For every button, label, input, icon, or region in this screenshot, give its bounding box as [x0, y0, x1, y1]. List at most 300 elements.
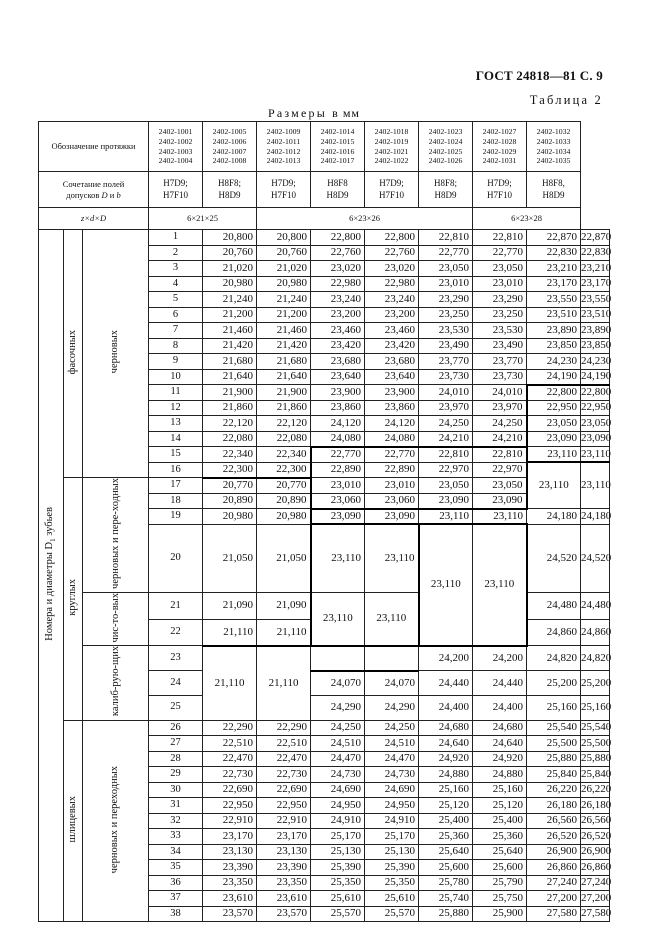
- diameter-value: 23,050: [473, 478, 527, 494]
- diameter-value: 25,200: [581, 671, 610, 696]
- tooth-number: 15: [149, 447, 203, 463]
- diameter-value: 25,360: [473, 829, 527, 845]
- diameter-value: 23,680: [365, 354, 419, 370]
- diameter-value: 25,840: [527, 767, 581, 783]
- tooth-number: 6: [149, 307, 203, 323]
- diameter-value: 25,170: [311, 829, 365, 845]
- diameter-value: 22,690: [203, 782, 257, 798]
- diameter-value: 23,890: [581, 323, 610, 339]
- diameter-value: 23,730: [419, 369, 473, 385]
- tolerance-combo: H7D9; H7F10: [257, 172, 311, 208]
- diameter-value: 22,910: [257, 813, 311, 829]
- diameter-value: 22,980: [311, 276, 365, 292]
- tooth-number: 29: [149, 767, 203, 783]
- tooth-number: 8: [149, 338, 203, 354]
- diameter-value: 23,640: [365, 369, 419, 385]
- diameter-value: 24,440: [419, 671, 473, 696]
- diameter-value: 24,080: [365, 431, 419, 447]
- diameter-value: [311, 646, 365, 671]
- diameter-value: 23,970: [419, 400, 473, 416]
- diameter-value: 23,550: [527, 292, 581, 308]
- designation-codes: 2402-1032 2402-1033 2402-1034 2402-1035: [527, 122, 581, 172]
- diameter-value: 23,090: [419, 493, 473, 509]
- group-shaped-cell: [64, 230, 83, 478]
- units-unit: в мм: [332, 106, 361, 120]
- diameter-value: 22,980: [365, 276, 419, 292]
- diameter-value: 26,560: [581, 813, 610, 829]
- designation-codes: 2402-1027 2402-1028 2402-1029 2402-1031: [473, 122, 527, 172]
- diameter-value: 21,420: [203, 338, 257, 354]
- tooth-number: 34: [149, 844, 203, 860]
- table-label: Таблица 2: [529, 93, 603, 107]
- diameter-value: 22,810: [473, 230, 527, 246]
- diameter-value: 23,860: [365, 400, 419, 416]
- diameter-value: 21,640: [257, 369, 311, 385]
- diameter-value: 21,110: [203, 619, 257, 646]
- diameter-value: 22,470: [203, 751, 257, 767]
- diameter-value: 24,640: [473, 736, 527, 752]
- diameter-value: 22,760: [365, 245, 419, 261]
- diameter-value: 23,130: [203, 844, 257, 860]
- diameter-value: 24,950: [311, 798, 365, 814]
- diameter-value: 22,770: [365, 447, 419, 463]
- diameter-value: 24,180: [527, 509, 581, 525]
- tooth-number: 2: [149, 245, 203, 261]
- subgroup-round-calib-cell: [83, 646, 149, 720]
- diameter-value: 24,180: [581, 509, 610, 525]
- diameter-value: 24,690: [365, 782, 419, 798]
- diameter-value: 24,520: [527, 524, 581, 592]
- diameter-value: 22,770: [311, 447, 365, 463]
- diameter-value: 22,800: [311, 230, 365, 246]
- tooth-number: 5: [149, 292, 203, 308]
- diameter-value: 23,860: [311, 400, 365, 416]
- diameter-value: 25,790: [473, 875, 527, 891]
- diameter-value: 23,970: [473, 400, 527, 416]
- diameter-value: 24,860: [581, 619, 610, 646]
- diameter-value: 22,810: [419, 447, 473, 463]
- diameter-value: 20,760: [203, 245, 257, 261]
- diameter-value: 24,910: [311, 813, 365, 829]
- diameter-value: 22,810: [473, 447, 527, 463]
- diameter-value: 23,060: [311, 493, 365, 509]
- diameter-value: 25,160: [473, 782, 527, 798]
- diameter-value: 23,850: [527, 338, 581, 354]
- diameter-value: 23,170: [257, 829, 311, 845]
- diameter-value: 21,050: [257, 524, 311, 592]
- diameter-value: 25,610: [311, 891, 365, 907]
- diameter-value: 24,210: [473, 431, 527, 447]
- designation-codes: 2402-1018 2402-1019 2402-1021 2402-1022: [365, 122, 419, 172]
- diameter-value: 23,050: [581, 416, 610, 432]
- diameter-value: 24,070: [365, 671, 419, 696]
- tooth-number: 7: [149, 323, 203, 339]
- diameter-value: 20,770: [257, 478, 311, 494]
- diameter-value: 25,600: [419, 860, 473, 876]
- diameter-value: 23,350: [203, 875, 257, 891]
- diameter-value: 24,200: [419, 646, 473, 671]
- diameter-value: 25,780: [419, 875, 473, 891]
- diameter-value: 23,090: [473, 493, 527, 509]
- diameter-value: [365, 646, 419, 671]
- diameter-value: 22,970: [419, 462, 473, 478]
- size-6x23x26: 6×23×26: [257, 208, 473, 230]
- diameter-value: 23,550: [581, 292, 610, 308]
- diameter-value: 22,770: [419, 245, 473, 261]
- size-6x21x25: 6×21×25: [149, 208, 257, 230]
- diameter-value: 23,170: [527, 276, 581, 292]
- diameter-value: 25,500: [581, 736, 610, 752]
- designation-label: Обозначение протяжки: [39, 122, 149, 172]
- diameter-value: 24,190: [527, 369, 581, 385]
- diameter-value: 23,890: [527, 323, 581, 339]
- diameter-value: 24,920: [473, 751, 527, 767]
- tolerance-combo: H8F8 H8D9: [311, 172, 365, 208]
- diameter-value: 23,570: [257, 906, 311, 922]
- diameter-value: 23,060: [365, 493, 419, 509]
- diameter-value: 23,730: [473, 369, 527, 385]
- size-6x23x28: 6×23×28: [473, 208, 581, 230]
- tooth-number: 25: [149, 695, 203, 720]
- diameter-value: 22,080: [203, 431, 257, 447]
- diameter-value: 24,210: [419, 431, 473, 447]
- diameter-value: 25,130: [311, 844, 365, 860]
- diameter-value: 24,200: [473, 646, 527, 671]
- diameter-value: 24,010: [473, 385, 527, 401]
- group-spline-cell: [64, 720, 83, 922]
- diameter-value: 21,020: [257, 261, 311, 277]
- diameter-value: 25,160: [581, 695, 610, 720]
- diameter-value-merged: 23,110: [473, 524, 527, 646]
- diameter-value: 24,440: [473, 671, 527, 696]
- subgroup-spline-rough-cell: [83, 720, 149, 922]
- diameter-value: 23,610: [203, 891, 257, 907]
- diameter-value: 25,880: [581, 751, 610, 767]
- diameter-value: 23,350: [257, 875, 311, 891]
- diameter-value: 23,020: [311, 261, 365, 277]
- diameter-value: 26,220: [581, 782, 610, 798]
- diameter-value: 22,890: [365, 462, 419, 478]
- diameter-value: 22,800: [581, 386, 612, 398]
- tooth-number: 20: [149, 524, 203, 592]
- diameter-value: 23,610: [257, 891, 311, 907]
- diameter-value: 20,760: [257, 245, 311, 261]
- diameter-value: 22,870: [581, 230, 610, 246]
- diameter-value: 26,900: [581, 844, 610, 860]
- diameter-value: 22,290: [203, 720, 257, 736]
- diameter-value: 26,180: [581, 798, 610, 814]
- diameter-value: 23,170: [203, 829, 257, 845]
- subgroup-round-finish-cell: [83, 592, 149, 646]
- diameter-value: 23,640: [311, 369, 365, 385]
- diameter-value: 24,070: [311, 671, 365, 696]
- diameter-value: 23,050: [527, 416, 581, 432]
- diameter-value: 25,750: [473, 891, 527, 907]
- tooth-number: 30: [149, 782, 203, 798]
- diameter-value: 25,130: [365, 844, 419, 860]
- subgroup-spline-rough: черновых и переходных: [109, 765, 121, 873]
- diameter-value: 23,200: [311, 307, 365, 323]
- diameter-value: 24,120: [311, 416, 365, 432]
- diameter-value-merged: 23,110: [311, 592, 365, 646]
- diameter-value: 23,770: [473, 354, 527, 370]
- diameter-value: 27,200: [527, 891, 581, 907]
- diameter-value: 25,500: [527, 736, 581, 752]
- diameter-value: 26,860: [581, 860, 610, 876]
- diameter-value: 25,640: [473, 844, 527, 860]
- diameter-value-merged: 21,110: [203, 646, 257, 720]
- diameter-value: 20,890: [257, 493, 311, 509]
- tooth-number: 22: [149, 619, 203, 646]
- group-round: круглых: [66, 578, 78, 616]
- diameter-value: 24,470: [365, 751, 419, 767]
- diameter-value: 25,120: [473, 798, 527, 814]
- tooth-number: 19: [149, 509, 203, 525]
- teeth-subscript: 1: [49, 538, 58, 543]
- diameter-value: 23,210: [581, 261, 610, 277]
- diameter-value: 22,910: [203, 813, 257, 829]
- diameter-value: 21,090: [203, 592, 257, 619]
- diameter-value: 22,730: [203, 767, 257, 783]
- tooth-number: 21: [149, 592, 203, 619]
- diameter-value: 23,110: [527, 447, 581, 463]
- diameter-value: 24,920: [419, 751, 473, 767]
- diameter-value: 23,110: [311, 524, 365, 592]
- diameter-value: 24,880: [419, 767, 473, 783]
- diameter-value: 22,800: [527, 385, 581, 401]
- diameter-value: 25,390: [365, 860, 419, 876]
- diameter-value: 22,950: [581, 400, 610, 416]
- diameter-value: 25,840: [581, 767, 610, 783]
- diameter-value: 21,090: [257, 592, 311, 619]
- diameter-value: 20,890: [203, 493, 257, 509]
- diameter-value: 24,400: [419, 695, 473, 720]
- diameter-value: 23,200: [365, 307, 419, 323]
- diameter-value: 22,300: [203, 462, 257, 478]
- group-shaped: фасочных: [66, 329, 78, 375]
- diameter-value: 23,290: [473, 292, 527, 308]
- tooth-number: 16: [149, 462, 203, 478]
- diameter-value: 22,510: [203, 736, 257, 752]
- diameter-value: 22,300: [257, 462, 311, 478]
- diameter-value: 22,760: [311, 245, 365, 261]
- diameter-value: 25,120: [419, 798, 473, 814]
- diameter-value: 22,340: [257, 447, 311, 463]
- diameter-value: 24,640: [419, 736, 473, 752]
- diameter-value: 23,110: [473, 509, 527, 525]
- diameter-value: 25,900: [473, 906, 527, 922]
- diameter-value: 21,860: [257, 400, 311, 416]
- diameter-value: 23,490: [473, 338, 527, 354]
- diameter-value: 26,560: [527, 813, 581, 829]
- diameter-value-merged: 23,110: [581, 462, 610, 509]
- diameter-value: 25,160: [419, 782, 473, 798]
- diameter-value: 24,730: [311, 767, 365, 783]
- group-round-cell: [64, 478, 83, 721]
- diameter-value: 24,820: [581, 646, 610, 671]
- tooth-number: 23: [149, 646, 203, 671]
- tooth-number: 12: [149, 400, 203, 416]
- diameter-value: 27,200: [581, 891, 610, 907]
- diameter-value: 21,640: [203, 369, 257, 385]
- designation-codes: 2402-1009 2402-1011 2402-1012 2402-1013: [257, 122, 311, 172]
- diameter-value: 24,520: [581, 524, 610, 592]
- diameter-value: 23,900: [365, 385, 419, 401]
- diameter-value: 21,420: [257, 338, 311, 354]
- diameter-value: 24,910: [365, 813, 419, 829]
- diameter-value: 24,250: [311, 720, 365, 736]
- diameter-value: 26,900: [527, 844, 581, 860]
- diameter-value: 25,540: [527, 720, 581, 736]
- diameter-value: 24,230: [581, 354, 610, 370]
- diameter-value: 23,110: [581, 447, 610, 463]
- diameter-value: 23,010: [473, 276, 527, 292]
- diameter-value: 23,240: [365, 292, 419, 308]
- diameter-value: 23,390: [257, 860, 311, 876]
- diameter-value: 25,360: [419, 829, 473, 845]
- diameter-value: 23,010: [365, 478, 419, 494]
- diameter-value: 24,680: [419, 720, 473, 736]
- diameter-value: 24,250: [473, 416, 527, 432]
- diameter-value: 25,740: [419, 891, 473, 907]
- diameter-value: 23,530: [419, 323, 473, 339]
- subgroup-round-rough-cell: [83, 478, 149, 593]
- diameter-value: 25,640: [419, 844, 473, 860]
- tooth-number: 10: [149, 369, 203, 385]
- diameter-value: 23,250: [419, 307, 473, 323]
- diameter-value: 21,110: [257, 619, 311, 646]
- diameter-value: 20,980: [257, 509, 311, 525]
- teeth-numbers-label: [39, 230, 64, 922]
- diameter-value-merged: 21,110: [257, 646, 311, 720]
- diameter-value: 20,800: [257, 230, 311, 246]
- diameter-value: 22,510: [257, 736, 311, 752]
- teeth-numbers-text: Номера и диаметры $D_1$ зубьев: [43, 507, 58, 641]
- diameter-value: 20,980: [203, 509, 257, 525]
- diameter-value-merged: 23,110: [527, 462, 581, 509]
- diameter-value: 27,240: [581, 875, 610, 891]
- diameter-value: 21,020: [203, 261, 257, 277]
- diameter-value: 23,900: [311, 385, 365, 401]
- diameter-value: 24,950: [365, 798, 419, 814]
- diameter-value: 24,730: [365, 767, 419, 783]
- diameter-value: 21,050: [203, 524, 257, 592]
- diameter-value: 24,510: [365, 736, 419, 752]
- diameter-value: 27,580: [527, 906, 581, 922]
- diameter-value: 25,400: [419, 813, 473, 829]
- diameter-value: 22,870: [527, 230, 581, 246]
- units-main: Размеры: [268, 106, 327, 120]
- tolerance-combo: H7D9; H7F10: [149, 172, 203, 208]
- group-spline: шлицевых: [66, 796, 78, 843]
- diameter-value: 23,490: [419, 338, 473, 354]
- diameter-value: 21,460: [203, 323, 257, 339]
- diameter-value: 23,250: [473, 307, 527, 323]
- diameter-value: 24,510: [311, 736, 365, 752]
- tooth-number: 4: [149, 276, 203, 292]
- diameter-value: 24,880: [473, 767, 527, 783]
- tooth-number: 18: [149, 493, 203, 509]
- subgroup-round-finish: чис-то-вых: [110, 592, 122, 643]
- diameter-value: 23,510: [527, 307, 581, 323]
- diameter-value: 21,900: [257, 385, 311, 401]
- diameter-value: 21,460: [257, 323, 311, 339]
- tooth-number: 35: [149, 860, 203, 876]
- designation-codes: 2402-1005 2402-1006 2402-1007 2402-1008: [203, 122, 257, 172]
- diameter-value: 20,770: [203, 478, 257, 494]
- diameter-value: 24,010: [419, 385, 473, 401]
- diameter-value: 20,980: [203, 276, 257, 292]
- diameter-value: 23,130: [257, 844, 311, 860]
- diameter-value: 24,120: [365, 416, 419, 432]
- diameter-value: 24,080: [311, 431, 365, 447]
- diameter-value: 25,200: [527, 671, 581, 696]
- diameter-value: 25,400: [473, 813, 527, 829]
- diameter-value: 25,170: [365, 829, 419, 845]
- diameter-value: 24,820: [527, 646, 581, 671]
- diameter-value: 25,350: [365, 875, 419, 891]
- diameter-value: 23,420: [311, 338, 365, 354]
- diameter-value: 25,350: [311, 875, 365, 891]
- diameter-value: 22,080: [257, 431, 311, 447]
- tooth-number: 31: [149, 798, 203, 814]
- diameter-value: 25,880: [527, 751, 581, 767]
- diameter-value: 27,240: [527, 875, 581, 891]
- tooth-number: 11: [149, 385, 203, 401]
- diameter-value: 23,680: [311, 354, 365, 370]
- diameter-value: 23,010: [419, 276, 473, 292]
- diameter-value: 23,090: [365, 509, 419, 525]
- diameter-value: 23,090: [527, 431, 581, 447]
- diameter-value: 22,950: [527, 400, 581, 416]
- diameter-value: 21,240: [257, 292, 311, 308]
- diameter-value: 23,020: [365, 261, 419, 277]
- diameter-value: 25,540: [581, 720, 610, 736]
- diameter-value: 24,480: [527, 592, 581, 619]
- tooth-number: 37: [149, 891, 203, 907]
- diameter-value: 21,860: [203, 400, 257, 416]
- diameter-value: 23,050: [473, 261, 527, 277]
- diameter-value: 20,800: [203, 230, 257, 246]
- diameter-value: 23,090: [581, 431, 610, 447]
- diameter-value: 26,180: [527, 798, 581, 814]
- subgroup-shaped-rough: черновых: [109, 330, 121, 374]
- diameter-value: 22,800: [365, 230, 419, 246]
- tooth-number: 32: [149, 813, 203, 829]
- diameter-value: 23,110: [419, 509, 473, 525]
- diameter-value: 22,810: [419, 230, 473, 246]
- tooth-number: 14: [149, 431, 203, 447]
- diameter-value: 24,230: [527, 354, 581, 370]
- zdD-label: z×d×D: [39, 208, 149, 230]
- diameter-value: 23,460: [365, 323, 419, 339]
- tooth-number: 24: [149, 671, 203, 696]
- units-caption: [268, 106, 360, 121]
- diameter-value: 23,570: [203, 906, 257, 922]
- diameter-value: 26,520: [581, 829, 610, 845]
- diameter-value: 23,110: [365, 524, 419, 592]
- diameter-value: 22,770: [473, 245, 527, 261]
- diameter-value: 26,860: [527, 860, 581, 876]
- diameter-value: 23,290: [419, 292, 473, 308]
- diameter-value: 26,520: [527, 829, 581, 845]
- diameter-value: 25,610: [365, 891, 419, 907]
- subgroup-round-rough: черновых и пере-ходных: [110, 478, 122, 589]
- diameter-value-merged: 23,110: [365, 592, 419, 646]
- tolerance-combo: H8F8; H8D9: [203, 172, 257, 208]
- diameter-value: 25,570: [365, 906, 419, 922]
- subgroup-shaped-rough-cell: [83, 230, 149, 478]
